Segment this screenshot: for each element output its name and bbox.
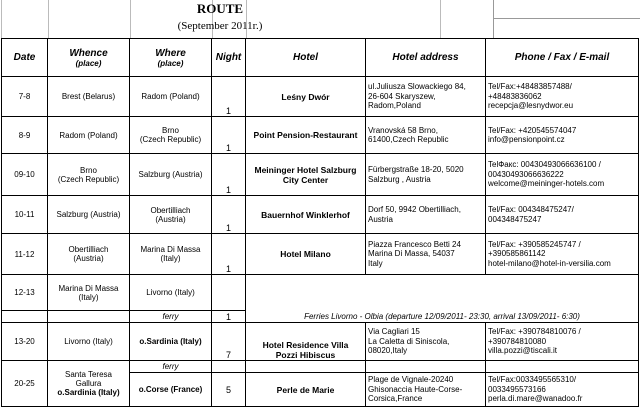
address-cell: Vranovská 58 Brno, 61400,Czech Republic — [366, 117, 486, 154]
date-cell: 10-11 — [2, 196, 48, 234]
phone-cell — [486, 361, 639, 373]
date-cell: 12-13 — [2, 275, 48, 311]
header-row — [2, 39, 639, 77]
phone-cell: Tel/Fax:0033495565310/ 0033495573166 perla.di.mare@wanadoo.fr — [486, 373, 639, 407]
ferries-note: Ferries Livorno - Olbia (departure 12/09/2011- 23:30, arrival 13/09/2011- 6:30) — [246, 275, 639, 323]
where-cell: Obertilliach (Austria) — [130, 196, 212, 234]
date-cell: 7-8 — [2, 77, 48, 117]
night-cell: 5 — [212, 373, 246, 407]
header-phone: Phone / Fax / E-mail — [486, 39, 639, 77]
where-cell: Salzburg (Austria) — [130, 154, 212, 196]
night-cell: 1 — [212, 234, 246, 275]
hotel-cell: Bauernhof Winklerhof — [246, 196, 366, 234]
where-cell: Radom (Poland) — [130, 77, 212, 117]
address-cell — [366, 361, 486, 373]
hotel-cell — [246, 361, 366, 373]
table-row — [2, 77, 639, 117]
night-cell: 1 — [212, 311, 246, 323]
where-cell: Livorno (Italy) — [130, 275, 212, 311]
night-cell: 1 — [212, 196, 246, 234]
address-cell: Via Cagliari 15 La Caletta di Siniscola, 08020,Italy — [366, 323, 486, 361]
where-cell: Marina Di Massa (Italy) — [130, 234, 212, 275]
page-subtitle: (September 2011г.) — [177, 20, 263, 32]
address-cell: Plage de Vignale-20240 Ghisonaccia Haute-Corse- Corsica,France — [366, 373, 486, 407]
table-row — [2, 361, 639, 373]
header-address: Hotel address — [366, 39, 486, 77]
phone-cell: TelФакс: 00430493066636100 / 00430493066636222 welcome@meininger-hotels.com — [486, 154, 639, 196]
ferry-cell: ferry — [130, 361, 212, 373]
date-cell: 11-12 — [2, 234, 48, 275]
address-cell: ul.Juliusza Slowackiego 84, 26-604 Skaryszew, Radom,Poland — [366, 77, 486, 117]
where-cell: o.Sardinia (Italy) — [130, 323, 212, 361]
sheet-grid-right — [493, 0, 640, 38]
table-row — [2, 275, 639, 311]
hotel-cell: Hotel Residence Villa Pozzi Hibiscus — [246, 323, 366, 361]
hotel-cell: Point Pension-Restaurant — [246, 117, 366, 154]
whence-cell: Santa Teresa Gallura o.Sardinia (Italy) — [48, 361, 130, 407]
whence-cell: Brno (Czech Republic) — [48, 154, 130, 196]
table-row — [2, 154, 639, 196]
whence-cell: Radom (Poland) — [48, 117, 130, 154]
where-cell: o.Corse (France) — [130, 373, 212, 407]
hotel-cell: Meininger Hotel Salzburg City Center — [246, 154, 366, 196]
address-cell: Piazza Francesco Betti 24 Marina Di Massa, 54037 Italy — [366, 234, 486, 275]
phone-cell: Tel/Fax: +420545574047 info@pensionpoint.cz — [486, 117, 639, 154]
date-cell: 13-20 — [2, 323, 48, 361]
night-cell: 1 — [212, 154, 246, 196]
table-row — [2, 234, 639, 275]
ferry-cell: ferry — [130, 311, 212, 323]
table-row — [2, 196, 639, 234]
whence-cell: Brest (Belarus) — [48, 77, 130, 117]
header-date: Date — [2, 39, 48, 77]
phone-cell: Tel/Fax: 004348475247/ 004348475247 — [486, 196, 639, 234]
night-cell — [212, 275, 246, 311]
whence-cell — [48, 311, 130, 323]
night-cell: 7 — [212, 323, 246, 361]
whence-cell: Salzburg (Austria) — [48, 196, 130, 234]
phone-cell: Tel/Fax:+48483857488/ +48483836062 recepcja@lesnydwor.eu — [486, 77, 639, 117]
phone-cell: Tel/Fax: +390585245747 / +390585861142 hotel-milano@hotel-in-versilia.com — [486, 234, 639, 275]
night-cell: 1 — [212, 117, 246, 154]
whence-cell: Obertilliach (Austria) — [48, 234, 130, 275]
date-cell — [2, 311, 48, 323]
date-cell: 8-9 — [2, 117, 48, 154]
night-cell: 1 — [212, 77, 246, 117]
phone-cell: Tel/Fax: +390784810076 / +390784810080 villa.pozzi@tiscali.it — [486, 323, 639, 361]
where-cell: Brno (Czech Republic) — [130, 117, 212, 154]
page-title: ROUTE — [196, 1, 244, 16]
hotel-cell: Leśny Dwór — [246, 77, 366, 117]
date-cell: 20-25 — [2, 361, 48, 407]
hotel-cell: Perle de Marie — [246, 373, 366, 407]
table-row — [2, 117, 639, 154]
address-cell: Dorf 50, 9942 Obertilliach, Austria — [366, 196, 486, 234]
whence-cell: Livorno (Italy) — [48, 323, 130, 361]
date-cell: 09-10 — [2, 154, 48, 196]
header-where: Where (place) — [130, 39, 212, 77]
whence-cell: Marina Di Massa (Italy) — [48, 275, 130, 311]
night-cell — [212, 361, 246, 373]
address-cell: Fürbergstraße 18-20, 5020 Salzburg , Austria — [366, 154, 486, 196]
header-whence: Whence (place) — [48, 39, 130, 77]
header-night: Night — [212, 39, 246, 77]
header-hotel: Hotel — [246, 39, 366, 77]
table-row — [2, 323, 639, 361]
hotel-cell: Hotel Milano — [246, 234, 366, 275]
route-table — [1, 38, 639, 407]
